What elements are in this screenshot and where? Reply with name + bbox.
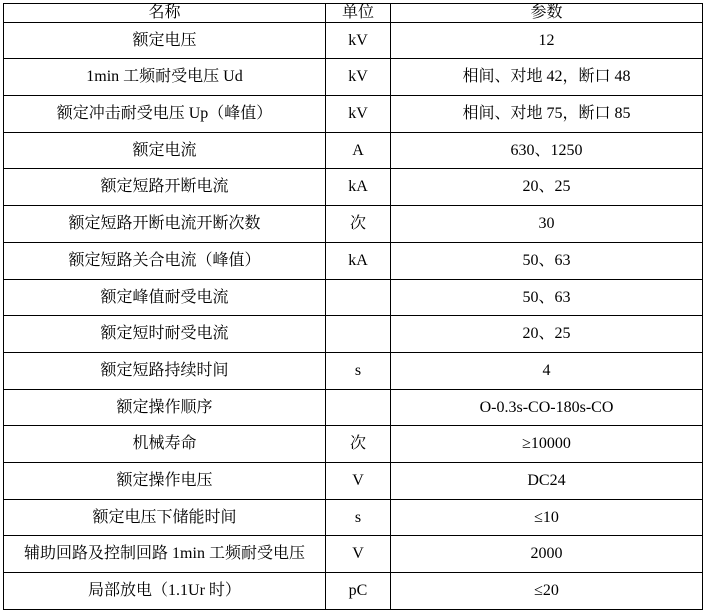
- table-row: [4, 536, 703, 573]
- cell-param: ≤10: [391, 499, 703, 536]
- cell-unit: [326, 279, 391, 316]
- table-row: [4, 169, 703, 206]
- cell-unit: 次: [326, 426, 391, 463]
- cell-name: 额定短时耐受电流: [4, 316, 326, 353]
- cell-name: 额定操作电压: [4, 463, 326, 500]
- table-row: [4, 316, 703, 353]
- cell-name: 额定峰值耐受电流: [4, 279, 326, 316]
- cell-name: 1min 工频耐受电压 Ud: [4, 59, 326, 96]
- cell-unit: A: [326, 132, 391, 169]
- table-row: [4, 573, 703, 610]
- table-header-row: [4, 4, 703, 23]
- cell-unit: V: [326, 536, 391, 573]
- table-row: [4, 352, 703, 389]
- cell-unit: s: [326, 499, 391, 536]
- table-row: [4, 206, 703, 243]
- table-row: [4, 426, 703, 463]
- cell-name: 辅助回路及控制回路 1min 工频耐受电压: [4, 536, 326, 573]
- cell-unit: V: [326, 463, 391, 500]
- cell-unit: kA: [326, 169, 391, 206]
- column-header-param: 参数: [391, 4, 703, 23]
- cell-param: DC24: [391, 463, 703, 500]
- cell-param: 12: [391, 22, 703, 59]
- cell-unit: pC: [326, 573, 391, 610]
- cell-name: 额定冲击耐受电压 Up（峰值）: [4, 96, 326, 133]
- cell-unit: 次: [326, 206, 391, 243]
- cell-unit: [326, 316, 391, 353]
- cell-name: 额定电压: [4, 22, 326, 59]
- cell-unit: kV: [326, 22, 391, 59]
- cell-unit: [326, 389, 391, 426]
- cell-name: 额定短路关合电流（峰值）: [4, 242, 326, 279]
- cell-param: 20、25: [391, 169, 703, 206]
- column-header-unit: 单位: [326, 4, 391, 23]
- table-row: [4, 132, 703, 169]
- cell-unit: kA: [326, 242, 391, 279]
- cell-unit: kV: [326, 59, 391, 96]
- specification-table: [3, 3, 703, 610]
- cell-name: 额定短路开断电流: [4, 169, 326, 206]
- cell-name: 额定电压下储能时间: [4, 499, 326, 536]
- cell-param: 相间、对地 75，断口 85: [391, 96, 703, 133]
- cell-param: 630、1250: [391, 132, 703, 169]
- cell-param: 4: [391, 352, 703, 389]
- column-header-name: 名称: [4, 4, 326, 23]
- table-row: [4, 389, 703, 426]
- cell-param: 50、63: [391, 242, 703, 279]
- cell-param: ≤20: [391, 573, 703, 610]
- table-row: [4, 59, 703, 96]
- cell-name: 额定操作顺序: [4, 389, 326, 426]
- cell-param: 相间、对地 42，断口 48: [391, 59, 703, 96]
- cell-name: 额定短路持续时间: [4, 352, 326, 389]
- table-row: [4, 96, 703, 133]
- table-row: [4, 499, 703, 536]
- cell-param: ≥10000: [391, 426, 703, 463]
- cell-unit: kV: [326, 96, 391, 133]
- table-row: [4, 22, 703, 59]
- cell-param: 2000: [391, 536, 703, 573]
- cell-name: 额定短路开断电流开断次数: [4, 206, 326, 243]
- cell-name: 局部放电（1.1Ur 时）: [4, 573, 326, 610]
- cell-param: 50、63: [391, 279, 703, 316]
- cell-param: 30: [391, 206, 703, 243]
- table-row: [4, 279, 703, 316]
- cell-param: O-0.3s-CO-180s-CO: [391, 389, 703, 426]
- cell-name: 额定电流: [4, 132, 326, 169]
- cell-param: 20、25: [391, 316, 703, 353]
- cell-name: 机械寿命: [4, 426, 326, 463]
- table-row: [4, 463, 703, 500]
- table-row: [4, 242, 703, 279]
- cell-unit: s: [326, 352, 391, 389]
